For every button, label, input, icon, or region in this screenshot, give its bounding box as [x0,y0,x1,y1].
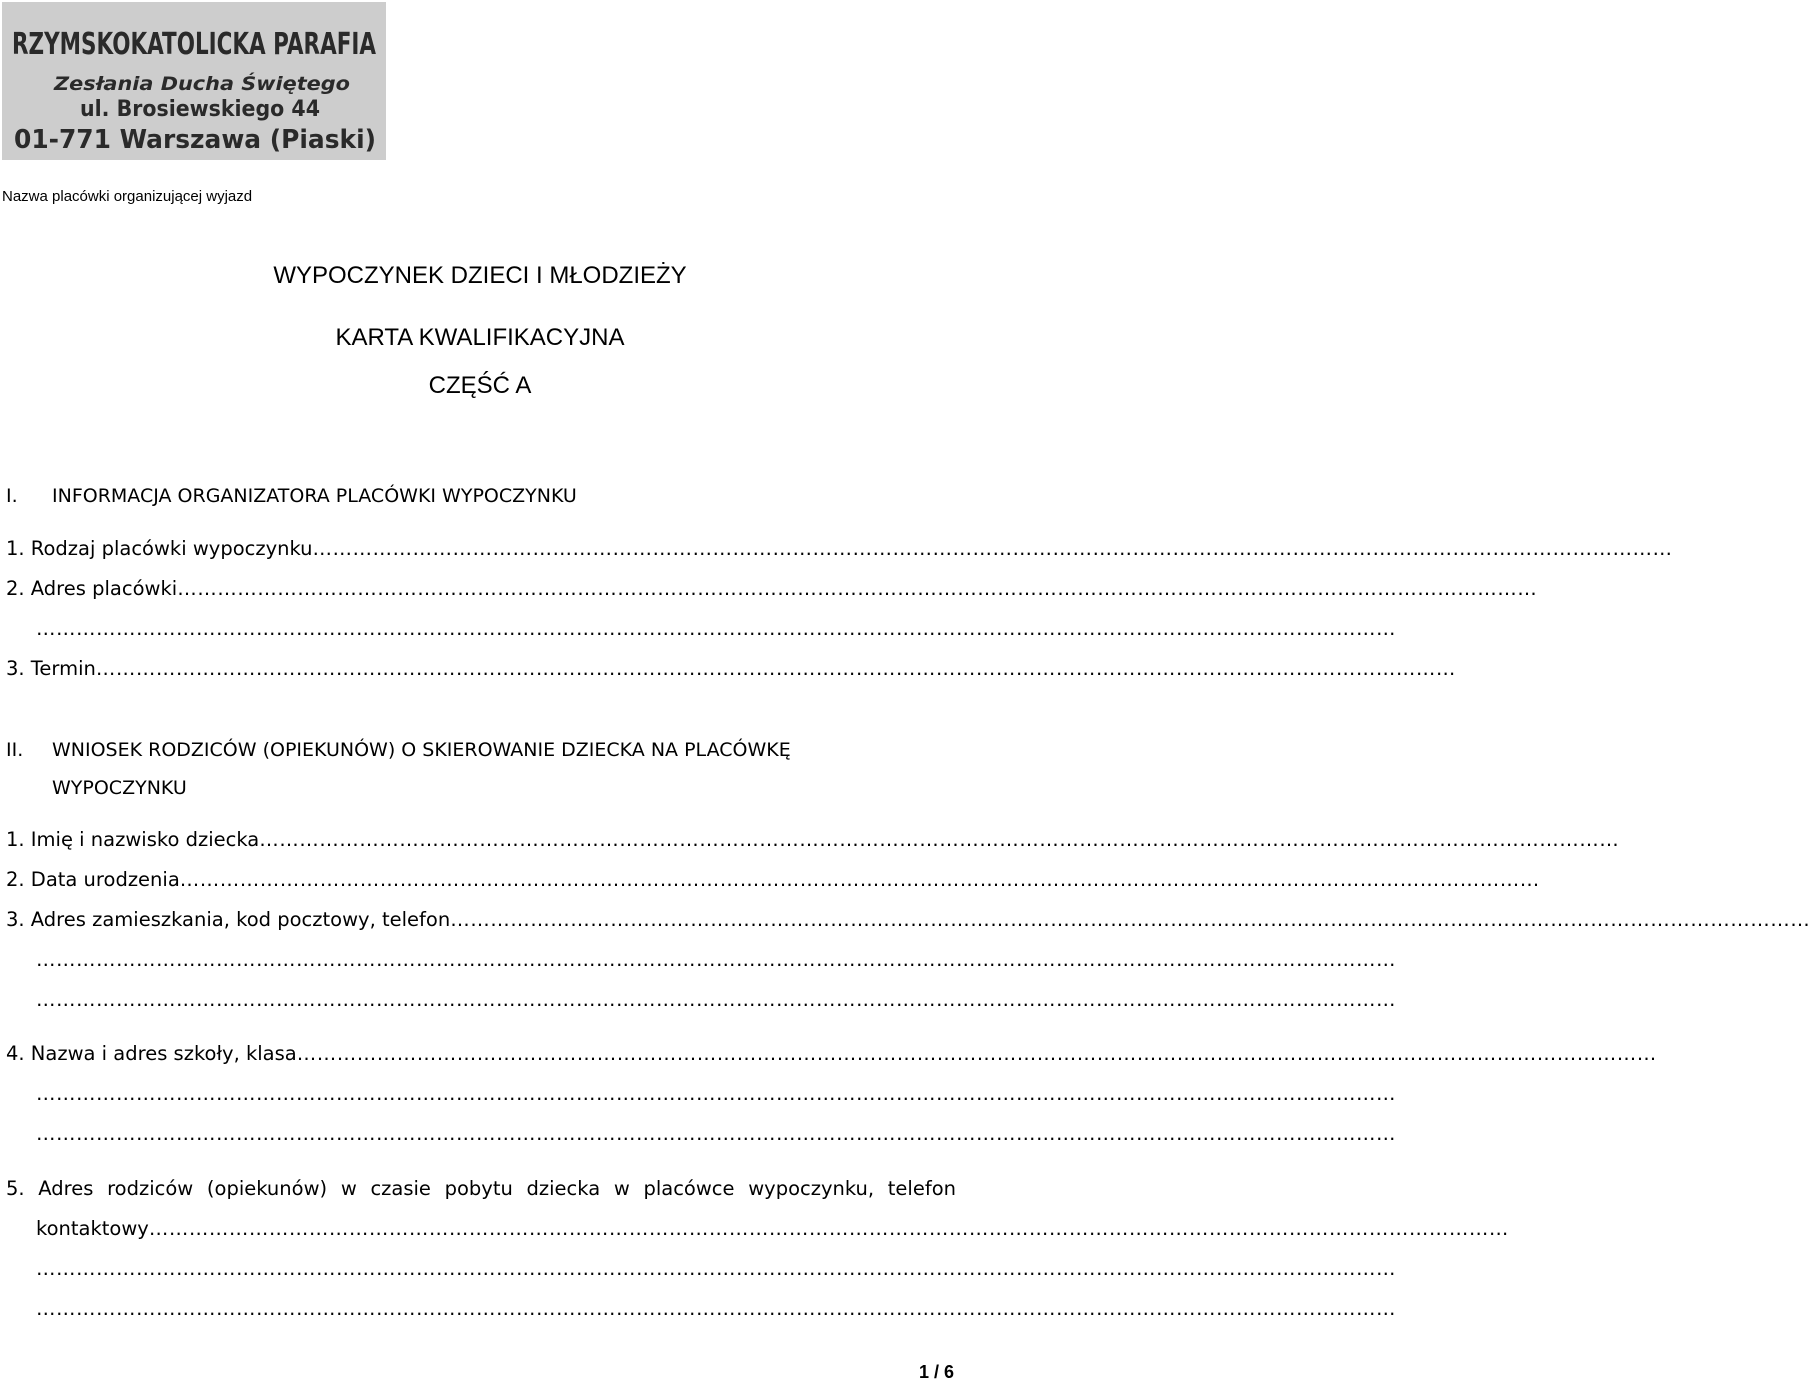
word: placówce [643,1177,735,1200]
word: Adres [38,1177,94,1200]
fill-in-line[interactable]: …………………………………………………………………………………………………………………………………………………………………………………… [36,948,1396,971]
field-child-name[interactable] [6,828,1620,851]
field-label: 3. Termin [6,657,96,680]
section-1-number: I. [6,485,18,507]
stamp-line-3: ul. Brosiewskiego 44 [80,97,320,122]
fill-in-dots: …………………………………………………………………………………………………………………………………………………………………………………… [95,657,1456,680]
fill-in-line[interactable]: …………………………………………………………………………………………………………………………………………………………………………………… [36,1082,1396,1105]
fill-in-line[interactable]: …………………………………………………………………………………………………………………………………………………………………………………… [36,617,1396,640]
stamp-line-1: RZYMSKOKATOLICKA PARAFIA [12,27,377,62]
fill-in-dots: …………………………………………………………………………………………………………………………………………………………………………………… [296,1042,1657,1065]
document-subtitle: KARTA KWALIFIKACYJNA [335,324,625,351]
word: dziecka [526,1177,601,1200]
field-home-address[interactable] [6,908,1810,931]
word: telefon [887,1177,956,1200]
fill-in-line[interactable]: …………………………………………………………………………………………………………………………………………………………………………………… [36,988,1396,1011]
stamp-line-4: 01-771 Warszawa (Piaski) [14,125,376,155]
fill-in-dots: …………………………………………………………………………………………………………………………………………………………………………………… [312,537,1673,560]
parish-stamp [2,2,386,160]
word: w [340,1177,357,1200]
document-title: WYPOCZYNEK DZIECI I MŁODZIEŻY [273,262,687,289]
stamp-line-2: Zesłania Ducha Świętego [54,73,325,95]
field-label: 2. Adres placówki [6,577,178,600]
word: wypoczynku, [748,1177,875,1200]
fill-in-dots: …………………………………………………………………………………………………………………………………………………………………………………… [259,828,1620,851]
organizer-label: Nazwa placówki organizującej wyjazd [2,188,253,205]
section-1-title: INFORMACJA ORGANIZATORA PLACÓWKI WYPOCZYNKU [52,485,577,507]
word: czasie [370,1177,431,1200]
fill-in-dots: …………………………………………………………………………………………………………………………………………………………………………………… [177,577,1538,600]
fill-in-dots: …………………………………………………………………………………………………………………………………………………………………………………… [148,1217,1509,1240]
fill-in-line[interactable]: …………………………………………………………………………………………………………………………………………………………………………………… [36,1122,1396,1145]
fill-in-dots: …………………………………………………………………………………………………………………………………………………………………………………… [179,868,1540,891]
page-number: 1 / 6 [918,1362,954,1382]
field-school[interactable] [6,1042,1657,1065]
field-birth-date[interactable] [6,868,1540,891]
fill-in-dots: …………………………………………………………………………………………………………………………………………………………………………………… [450,908,1810,931]
field-parents-contact[interactable] [36,1217,1509,1240]
field-term[interactable] [6,657,1456,680]
document-part: CZĘŚĆ A [428,372,532,399]
field-facility-type[interactable] [6,537,1673,560]
section-2-title-line-1: WNIOSEK RODZICÓW (OPIEKUNÓW) O SKIEROWANIE DZIECKA NA PLACÓWKĘ [52,739,791,761]
word: (opiekunów) [206,1177,328,1200]
field-label: 2. Data urodzenia [6,868,180,891]
word: pobytu [444,1177,513,1200]
field-label: 3. Adres zamieszkania, kod pocztowy, telefon [6,908,451,931]
field-parents-address-label [6,1177,956,1200]
word: 5. [6,1177,25,1200]
word: rodziców [107,1177,194,1200]
field-label: 1. Rodzaj placówki wypoczynku [6,537,313,560]
field-label: 4. Nazwa i adres szkoły, klasa [6,1042,297,1065]
word: w [613,1177,630,1200]
field-label: 1. Imię i nazwisko dziecka [6,828,260,851]
fill-in-line[interactable]: …………………………………………………………………………………………………………………………………………………………………………………… [36,1297,1396,1320]
fill-in-line[interactable]: …………………………………………………………………………………………………………………………………………………………………………………… [36,1257,1396,1280]
stamp-image [2,2,386,160]
section-2-title-line-2: WYPOCZYNKU [52,777,187,799]
field-label: kontaktowy [36,1217,149,1240]
field-facility-address[interactable] [6,577,1538,600]
section-2-number: II. [6,739,24,761]
